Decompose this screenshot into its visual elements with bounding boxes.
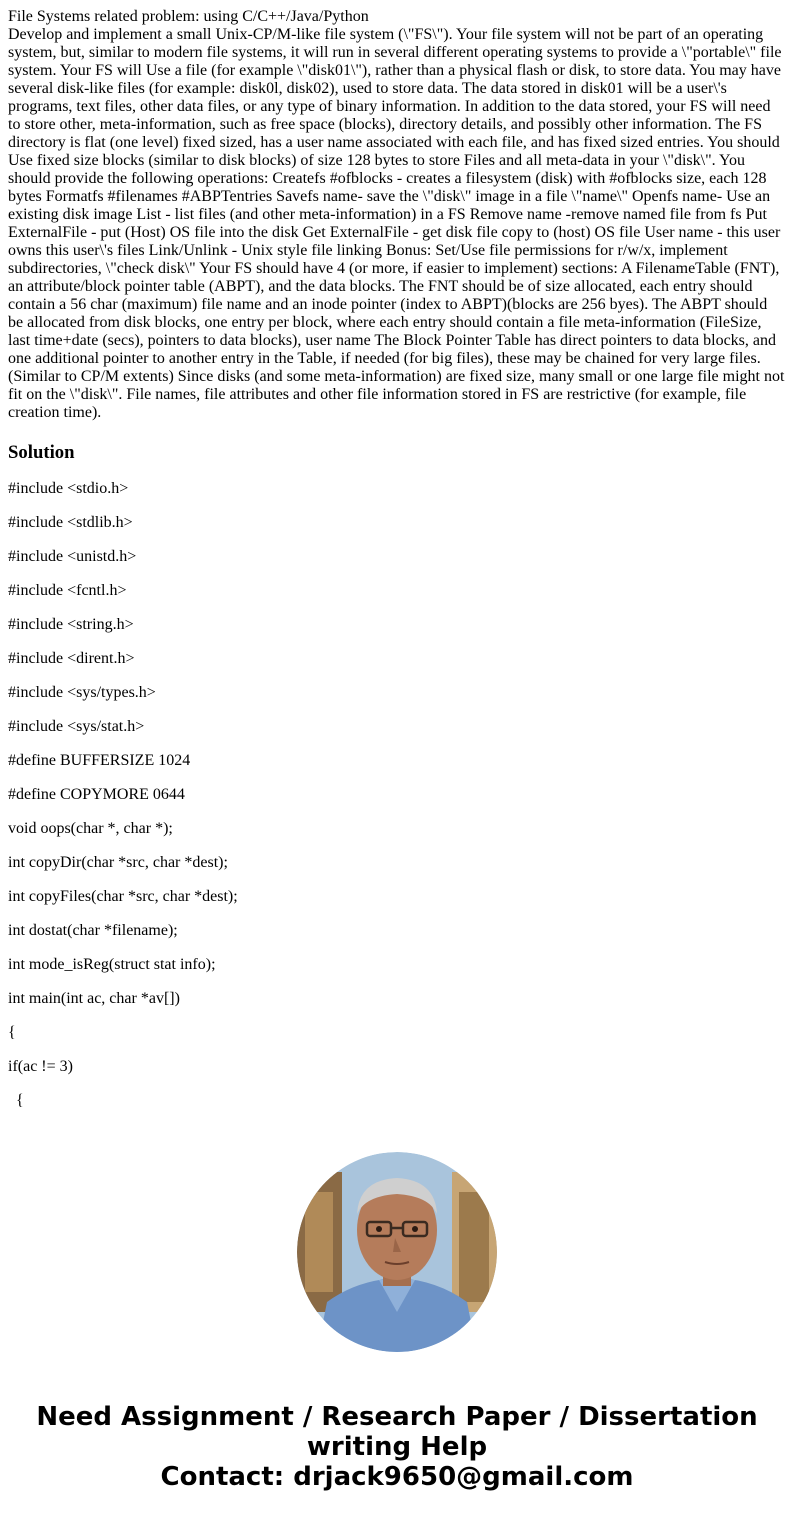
promo-text [0,1402,794,1492]
code-line: int dostat(char *filename); [8,922,178,939]
code-line: #include <unistd.h> [8,548,137,565]
person-portrait-icon [297,1152,497,1352]
code-line: #define COPYMORE 0644 [8,786,185,803]
code-line: void oops(char *, char *); [8,820,173,837]
solution-code [8,480,786,1110]
question-title: File Systems related problem: using C/C++/Java/Python [8,8,369,25]
code-line: int copyDir(char *src, char *dest); [8,854,228,871]
code-line: #include <stdlib.h> [8,514,133,531]
promo-line: Need Assignment / Research Paper / Dissertation [36,1402,758,1432]
code-line: #define BUFFERSIZE 1024 [8,752,191,769]
promo-contact: Contact: drjack9650@gmail.com [160,1462,634,1492]
code-line: { [8,1024,16,1041]
code-line: #include <sys/stat.h> [8,718,145,735]
promo-banner [0,1152,794,1492]
code-line: int main(int ac, char *av[]) [8,990,180,1007]
code-line: #include <sys/types.h> [8,684,156,701]
code-line: int mode_isReg(struct stat info); [8,956,216,973]
code-line: #include <fcntl.h> [8,582,127,599]
promo-line: writing Help [306,1432,488,1462]
code-line: #include <dirent.h> [8,650,135,667]
code-line: if(ac != 3) [8,1058,73,1075]
code-line: #include <string.h> [8,616,134,633]
solution-heading: Solution [8,442,75,463]
code-line: int copyFiles(char *src, char *dest); [8,888,238,905]
code-line: #include <stdio.h> [8,480,129,497]
code-line: { [8,1092,24,1109]
question-body: Develop and implement a small Unix-CP/M-like file system (\"FS\"). Your file system will not be part of an operating system, but, similar to modern file systems, it will run in several different operating systems to provide a \"portable\" file system. Your FS will Use a file (for example \"disk01\"), rather than a physical flash or disk, to store data. You may have several disk-like files (for example: disk0l, disk02), used to store data. The data stored in disk01 will be a user\'s programs, text files, other data files, or any type of binary information. In addition to the data stored, your FS will need to store other, meta-information, such as free space (blocks), directory details, and possibly other information. The FS directory is flat (one level) fixed sized, has a user name associated with each file, and has fixed sized entries. You should Use fixed size blocks (similar to disk blocks) of size 128 bytes to store Files and all meta-data in your \"disk\". You should provide the following operations: Createfs #ofblocks - creates a filesystem (disk) with #ofblocks size, each 128 bytes Formatfs #filenames #ABPTentries Savefs name- save the \"disk\" image in a file \"name\" Openfs name- Use an existing disk image List - list files (and other meta-information) in a FS Remove name -remove named file from fs Put ExternalFile - put (Host) OS file into the disk Get ExternalFile - get disk file copy to (host) OS file User name - this user owns this user\'s files Link/Unlink - Unix style file linking Bonus: Set/Use file permissions for r/w/x, implement subdirectories, \"check disk\" Your FS should have 4 (or more, if easier to implement) sections: A FilenameTable (FNT), an attribute/block pointer table (ABPT), and the data blocks. The FNT should be of size allocated, each entry should contain a 56 char (maximum) file name and an inode pointer (index to ABPT)(blocks are 256 byes). The ABPT should be allocated from disk blocks, one entry per block, where each entry should contain a file meta-information (FileSize, last time+date (secs), pointers to data blocks), user name The Block Pointer Table has direct pointers to data blocks, and one additional pointer to another entry in the Table, if needed (for big files), these may be chained for very large files. (Similar to CP/M extents) Since disks (and some meta-information) are fixed size, many small or one large file might not fit on the \"disk\". File names, file attributes and other file information stored in FS are restrictive (for example, file creation time). [8,26,785,421]
